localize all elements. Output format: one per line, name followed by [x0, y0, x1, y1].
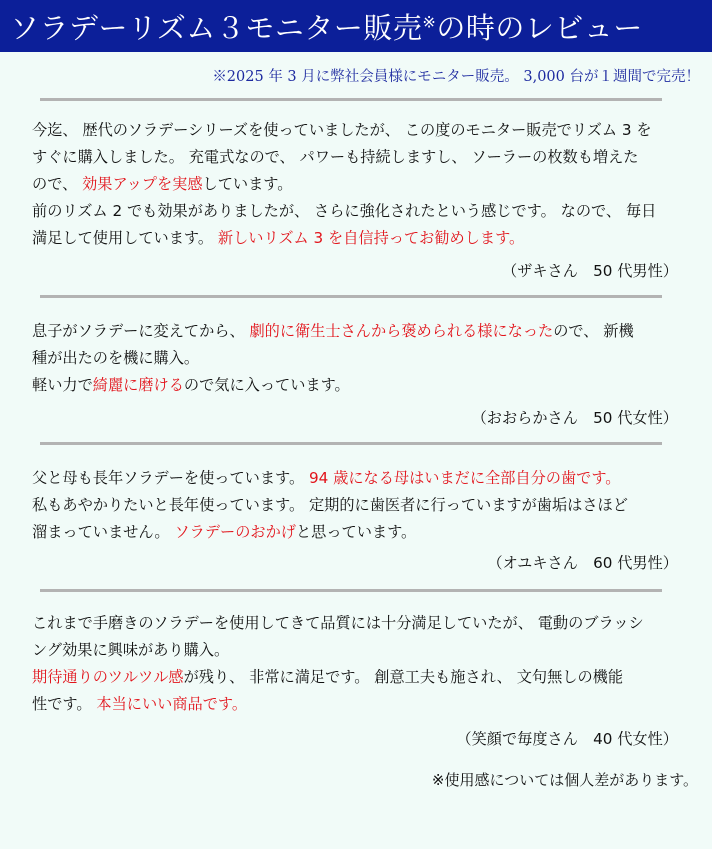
sales-notice: ※2025 年 3 月に弊社会員様にモニター販売。 3,000 台が１週間で完売！ — [212, 69, 700, 85]
divider — [40, 442, 662, 445]
divider — [40, 589, 662, 592]
divider — [40, 98, 662, 101]
highlight-text: 劇的に衛生士さんから褒められる様になった — [249, 322, 554, 340]
review-line: 満足して使用しています。 新しいリズム 3 を自信持ってお勧めします。 — [32, 229, 525, 247]
review-line: すぐに購入しました。 充電式なので、 パワーも持続しますし、 ソーラーの枚数も増えた — [32, 148, 639, 166]
review-line: 息子がソラデーに変えてから、 劇的に衛生士さんから褒められる様になったので、 新機 — [32, 322, 634, 340]
title-note-mark: ※ — [422, 11, 437, 31]
review-author: （笑顔で毎度さん 40 代女性） — [456, 730, 678, 748]
highlight-text: 本当にいい商品です。 — [96, 695, 248, 713]
title-main: ソラデーリズム３モニター販売 — [10, 10, 423, 45]
review-line: 種が出たのを機に購入。 — [32, 349, 200, 367]
review-line: 前のリズム 2 でも効果がありましたが、 さらに強化されたという感じです。 なので、 毎日 — [32, 202, 657, 220]
highlight-text: 期待通りのツルツル感 — [32, 668, 184, 686]
review-line: 性です。 本当にいい商品です。 — [32, 695, 248, 713]
review-line: 私もあやかりたいと長年使っています。 定期的に歯医者に行っていますが歯垢はさほど — [32, 496, 628, 514]
divider — [40, 295, 662, 298]
review-2 — [0, 318, 712, 432]
review-line: 今迄、 歴代のソラデーシリーズを使っていましたが、 この度のモニター販売でリズム 3 を — [32, 121, 652, 139]
title-suffix: の時のレビュー — [436, 10, 643, 45]
highlight-text: 94 歳になる母はいまだに全部自分の歯です。 — [309, 469, 621, 487]
review-author: （おおらかさん 50 代女性） — [471, 409, 678, 427]
page-title — [10, 6, 643, 47]
review-line: 軽い力で綺麗に磨けるので気に入っています。 — [32, 376, 350, 394]
review-author: （ザキさん 50 代男性） — [501, 262, 678, 280]
review-author: （オユキさん 60 代男性） — [487, 554, 678, 572]
review-line: これまで手磨きのソラデーを使用してきて品質には十分満足していたが、 電動のブラッシ — [32, 614, 644, 632]
page-header — [0, 0, 712, 52]
highlight-text: 効果アップを実感 — [82, 175, 203, 193]
review-3 — [0, 465, 712, 577]
highlight-text: ソラデーのおかげ — [174, 523, 296, 541]
review-line: 溜まっていません。 ソラデーのおかげと思っています。 — [32, 523, 417, 541]
highlight-text: 新しいリズム 3 を自信持ってお勧めします。 — [217, 229, 525, 247]
review-line: ング効果に興味があり購入。 — [32, 641, 230, 659]
review-1 — [0, 117, 712, 285]
disclaimer-note: ※使用感については個人差があります。 — [431, 771, 698, 789]
review-line: 期待通りのツルツル感が残り、 非常に満足です。 創意工夫も施され、 文句無しの機能 — [32, 668, 624, 686]
review-4 — [0, 610, 712, 753]
highlight-text: 綺麗に磨ける — [92, 376, 184, 394]
review-line: 父と母も長年ソラデーを使っています。 94 歳になる母はいまだに全部自分の歯です。 — [32, 469, 621, 487]
review-line: ので、 効果アップを実感しています。 — [32, 175, 293, 193]
